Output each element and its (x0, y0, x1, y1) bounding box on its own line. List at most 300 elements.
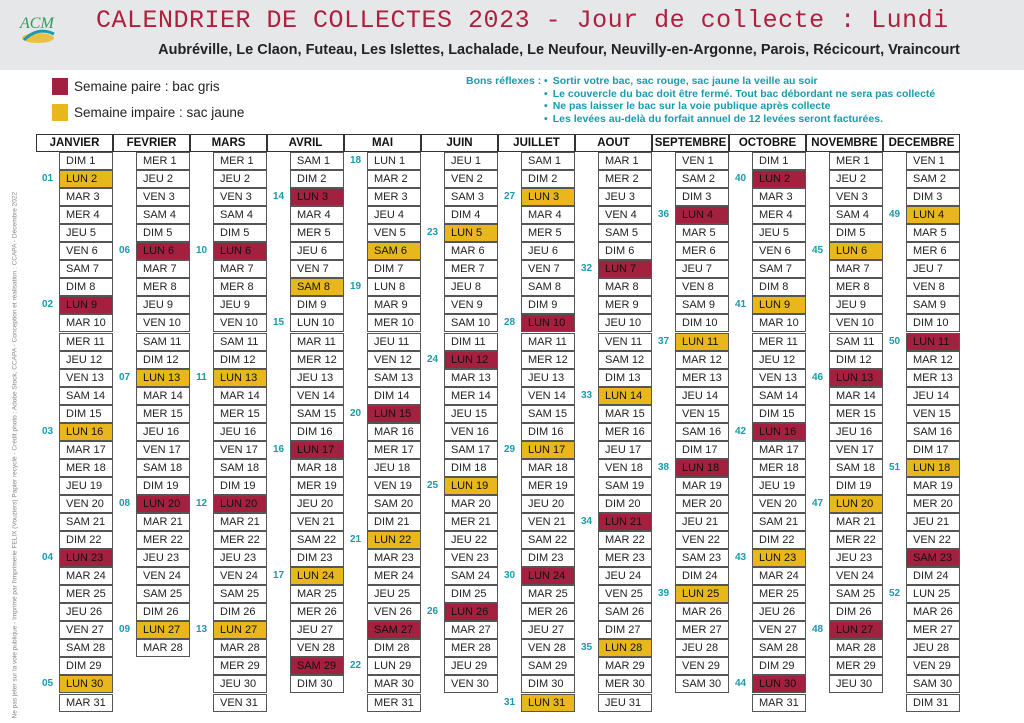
day-cell: DIM 27 (598, 621, 652, 639)
week-number: 11 (196, 371, 207, 383)
day-cell: DIM 16 (521, 423, 575, 441)
day-cell: MAR 25 (521, 585, 575, 603)
day-cell: MAR 19 (906, 477, 960, 495)
day-cell: JEU 7 (906, 260, 960, 278)
day-cell: VEN 6 (752, 242, 806, 260)
day-cell: VEN 15 (906, 405, 960, 423)
day-cell: JEU 2 (829, 170, 883, 188)
day-cell: MER 18 (752, 459, 806, 477)
day-cell: SAM 5 (598, 224, 652, 242)
week-number: 01 (41, 173, 54, 185)
day-cell: MER 6 (675, 242, 729, 260)
day-cell: LUN 5 (444, 224, 498, 242)
week-number: 10 (195, 245, 208, 257)
day-cell: VEN 6 (59, 242, 113, 260)
day-cell: SAM 4 (213, 206, 267, 224)
day-cell: JEU 16 (136, 423, 190, 441)
month-header: JANVIER (36, 134, 113, 152)
day-cell: SAM 8 (290, 278, 344, 296)
day-cell: MAR 10 (752, 314, 806, 332)
day-cell: JEU 28 (906, 639, 960, 657)
day-cell: MAR 16 (367, 423, 421, 441)
day-cell: VEN 8 (906, 278, 960, 296)
day-cell: DIM 24 (906, 567, 960, 585)
day-cell: MER 26 (521, 603, 575, 621)
day-cell: DIM 13 (598, 369, 652, 387)
day-cell: MER 16 (598, 423, 652, 441)
day-cell: VEN 10 (136, 314, 190, 332)
week-number: 28 (503, 317, 516, 329)
month-header: MAI (344, 134, 421, 152)
day-cell: VEN 28 (290, 639, 344, 657)
day-cell: MER 27 (675, 621, 729, 639)
week-number: 25 (426, 479, 439, 491)
day-cell: SAM 25 (136, 585, 190, 603)
day-cell: LUN 20 (136, 495, 190, 513)
day-cell: JEU 29 (444, 657, 498, 675)
day-cell: MER 19 (290, 477, 344, 495)
day-cell: DIM 30 (521, 675, 575, 693)
day-cell: VEN 26 (367, 603, 421, 621)
week-number: 12 (195, 497, 208, 509)
month-header: SEPTEMBRE (652, 134, 729, 152)
day-cell: MAR 17 (752, 441, 806, 459)
day-cell: MER 15 (829, 405, 883, 423)
day-cell: DIM 18 (444, 459, 498, 477)
day-cell: MAR 5 (675, 224, 729, 242)
week-number: 24 (426, 353, 439, 365)
day-cell: DIM 15 (752, 405, 806, 423)
day-cell: LUN 11 (906, 333, 960, 351)
day-cell: VEN 20 (59, 495, 113, 513)
week-number: 13 (195, 624, 208, 636)
day-cell: MAR 21 (136, 513, 190, 531)
week-number: 03 (41, 425, 54, 437)
day-cell: LUN 23 (59, 549, 113, 567)
day-cell: DIM 7 (367, 260, 421, 278)
day-cell: MAR 23 (367, 549, 421, 567)
day-cell: JEU 17 (598, 441, 652, 459)
day-cell: DIM 9 (521, 296, 575, 314)
day-cell: MER 28 (444, 639, 498, 657)
week-number: 46 (811, 371, 824, 383)
day-cell: LUN 27 (136, 621, 190, 639)
day-cell: LUN 17 (290, 441, 344, 459)
day-cell: MER 4 (752, 206, 806, 224)
day-cell: JEU 30 (829, 675, 883, 693)
day-cell: VEN 28 (521, 639, 575, 657)
day-cell: DIM 11 (444, 333, 498, 351)
month-header: FEVRIER (113, 134, 190, 152)
day-cell: SAM 11 (829, 333, 883, 351)
day-cell: VEN 29 (906, 657, 960, 675)
day-cell: MER 22 (136, 531, 190, 549)
week-number: 29 (503, 443, 516, 455)
week-number: 27 (503, 191, 516, 203)
day-cell: JEU 21 (675, 513, 729, 531)
day-cell: JEU 23 (829, 549, 883, 567)
week-number: 42 (734, 425, 747, 437)
day-cell: MAR 28 (136, 639, 190, 657)
day-cell: MAR 14 (136, 387, 190, 405)
day-cell: MAR 6 (444, 242, 498, 260)
day-cell: VEN 27 (752, 621, 806, 639)
day-cell: MAR 7 (829, 260, 883, 278)
month-header: AVRIL (267, 134, 344, 152)
day-cell: LUN 15 (367, 405, 421, 423)
day-cell: SAM 26 (598, 603, 652, 621)
day-cell: SAM 1 (521, 152, 575, 170)
day-cell: SAM 7 (59, 260, 113, 278)
day-cell: SAM 11 (213, 333, 267, 351)
week-number: 22 (349, 660, 362, 672)
day-cell: DIM 16 (290, 423, 344, 441)
day-cell: MAR 18 (521, 459, 575, 477)
week-number: 44 (734, 678, 747, 690)
day-cell: LUN 26 (444, 603, 498, 621)
week-number: 07 (118, 371, 131, 383)
day-cell: MAR 7 (213, 260, 267, 278)
week-number: 45 (811, 245, 824, 257)
day-cell: SAM 2 (675, 170, 729, 188)
day-cell: SAM 17 (444, 441, 498, 459)
day-cell: JEU 28 (675, 639, 729, 657)
day-cell: JEU 10 (598, 314, 652, 332)
day-cell: DIM 5 (136, 224, 190, 242)
reflex-item: • Le couvercle du bac doit être fermé. Tout bac débordant ne sera pas collecté (544, 88, 935, 101)
day-cell: MAR 29 (598, 657, 652, 675)
week-number: 52 (888, 588, 901, 600)
month-header: MARS (190, 134, 267, 152)
day-cell: MAR 13 (444, 369, 498, 387)
day-cell: SAM 28 (59, 639, 113, 657)
day-cell: MAR 25 (290, 585, 344, 603)
day-cell: DIM 22 (752, 531, 806, 549)
day-cell: MAR 21 (213, 513, 267, 531)
day-cell: JEU 12 (752, 351, 806, 369)
day-cell: LUN 31 (521, 694, 575, 712)
day-cell: JEU 27 (290, 621, 344, 639)
day-cell: LUN 9 (752, 296, 806, 314)
day-cell: SAM 3 (444, 188, 498, 206)
week-number: 23 (426, 227, 439, 239)
day-cell: MAR 10 (59, 314, 113, 332)
day-cell: DIM 23 (521, 549, 575, 567)
day-cell: JEU 21 (906, 513, 960, 531)
day-cell: MAR 28 (213, 639, 267, 657)
reflexes-list (544, 75, 935, 125)
day-cell: MER 15 (136, 405, 190, 423)
day-cell: SAM 7 (752, 260, 806, 278)
week-number: 19 (349, 281, 362, 293)
day-cell: VEN 23 (444, 549, 498, 567)
day-cell: MER 18 (59, 459, 113, 477)
week-number: 34 (580, 516, 593, 527)
day-cell: MAR 21 (829, 513, 883, 531)
day-cell: VEN 24 (829, 567, 883, 585)
day-cell: MER 22 (829, 531, 883, 549)
week-number: 16 (272, 443, 285, 455)
day-cell: DIM 30 (290, 675, 344, 693)
day-cell: LUN 25 (906, 585, 960, 603)
day-cell: DIM 26 (213, 603, 267, 621)
day-cell: VEN 21 (521, 513, 575, 531)
day-cell: MER 9 (598, 296, 652, 314)
reflex-item: • Sortir votre bac, sac rouge, sac jaune la veille au soir (544, 75, 935, 88)
day-cell: MAR 4 (290, 206, 344, 224)
day-cell: DIM 24 (675, 567, 729, 585)
day-cell: DIM 1 (59, 152, 113, 170)
day-cell: JEU 23 (213, 549, 267, 567)
day-cell: LUN 21 (598, 513, 652, 531)
day-cell: SAM 21 (59, 513, 113, 531)
day-cell: VEN 12 (367, 351, 421, 369)
week-number: 09 (118, 624, 131, 636)
day-cell: JEU 25 (367, 585, 421, 603)
yellow-swatch (52, 104, 68, 121)
day-cell: LUN 1 (367, 152, 421, 170)
day-cell: JEU 3 (598, 188, 652, 206)
day-cell: VEN 17 (136, 441, 190, 459)
month-header: JUIN (421, 134, 498, 152)
day-cell: MER 1 (136, 152, 190, 170)
day-cell: SAM 24 (444, 567, 498, 585)
day-cell: VEN 20 (752, 495, 806, 513)
day-cell: JEU 31 (598, 694, 652, 712)
day-cell: LUN 3 (290, 188, 344, 206)
day-cell: SAM 14 (752, 387, 806, 405)
day-cell: MER 25 (752, 585, 806, 603)
day-cell: DIM 2 (521, 170, 575, 188)
day-cell: SAM 1 (290, 152, 344, 170)
day-cell: JEU 24 (598, 567, 652, 585)
day-cell: MER 21 (444, 513, 498, 531)
day-cell: LUN 13 (213, 369, 267, 387)
week-number: 02 (41, 299, 54, 311)
month-header: DECEMBRE (883, 134, 960, 152)
day-cell: DIM 29 (59, 657, 113, 675)
day-cell: SAM 25 (213, 585, 267, 603)
day-cell: JEU 23 (136, 549, 190, 567)
day-cell: LUN 2 (752, 170, 806, 188)
day-cell: DIM 5 (213, 224, 267, 242)
day-cell: VEN 24 (136, 567, 190, 585)
day-cell: SAM 18 (136, 459, 190, 477)
day-cell: LUN 28 (598, 639, 652, 657)
day-cell: LUN 6 (213, 242, 267, 260)
day-cell: LUN 16 (59, 423, 113, 441)
day-cell: LUN 6 (136, 242, 190, 260)
day-cell: SAM 18 (213, 459, 267, 477)
day-cell: JEU 4 (367, 206, 421, 224)
day-cell: DIM 19 (829, 477, 883, 495)
day-cell: MER 8 (213, 278, 267, 296)
day-cell: SAM 20 (367, 495, 421, 513)
day-cell: MER 29 (829, 657, 883, 675)
day-cell: MER 15 (213, 405, 267, 423)
day-cell: DIM 15 (59, 405, 113, 423)
day-cell: SAM 16 (906, 423, 960, 441)
day-cell: MER 5 (290, 224, 344, 242)
day-cell: VEN 3 (829, 188, 883, 206)
day-cell: DIM 3 (906, 188, 960, 206)
day-cell: MAR 24 (752, 567, 806, 585)
day-cell: MAR 27 (444, 621, 498, 639)
day-cell: VEN 13 (752, 369, 806, 387)
day-cell: LUN 17 (521, 441, 575, 459)
day-cell: DIM 31 (906, 694, 960, 712)
day-cell: MER 19 (521, 477, 575, 495)
day-cell: MER 8 (136, 278, 190, 296)
day-cell: MER 3 (367, 188, 421, 206)
day-cell: VEN 7 (521, 260, 575, 278)
day-cell: MER 24 (367, 567, 421, 585)
week-number: 33 (580, 389, 593, 401)
day-cell: MER 12 (290, 351, 344, 369)
day-cell: MAR 9 (367, 296, 421, 314)
week-number: 32 (580, 263, 593, 275)
day-cell: VEN 22 (675, 531, 729, 549)
day-cell: MAR 26 (906, 603, 960, 621)
day-cell: VEN 18 (598, 459, 652, 477)
day-cell: SAM 4 (829, 206, 883, 224)
week-number: 26 (426, 606, 439, 618)
day-cell: MER 26 (290, 603, 344, 621)
day-cell: VEN 14 (290, 387, 344, 405)
day-cell: VEN 14 (521, 387, 575, 405)
day-cell: LUN 8 (367, 278, 421, 296)
calendar-grid (36, 134, 960, 716)
day-cell: DIM 8 (752, 278, 806, 296)
day-cell: MAR 31 (59, 694, 113, 712)
day-cell: MER 17 (367, 441, 421, 459)
grey-swatch (52, 78, 68, 95)
day-cell: DIM 10 (906, 314, 960, 332)
day-cell: JEU 7 (675, 260, 729, 278)
day-cell: JEU 9 (136, 296, 190, 314)
legend-impaire (52, 103, 244, 121)
day-cell: VEN 29 (675, 657, 729, 675)
day-cell: SAM 23 (675, 549, 729, 567)
day-cell: LUN 4 (906, 206, 960, 224)
day-cell: DIM 19 (213, 477, 267, 495)
day-cell: DIM 25 (444, 585, 498, 603)
day-cell: JEU 22 (444, 531, 498, 549)
day-cell: VEN 21 (290, 513, 344, 531)
day-cell: LUN 27 (829, 621, 883, 639)
day-cell: MAR 11 (290, 333, 344, 351)
day-cell: SAM 29 (290, 657, 344, 675)
day-cell: LUN 19 (444, 477, 498, 495)
day-cell: SAM 28 (752, 639, 806, 657)
side-credits: Ne pas jeter sur la voie publique - Imprimé par l'imprimerie FELIX (Vouziers) Papier recyclé - Crédit photo : Adobe Stock, CCAPA - Conception et réalisation : CCAPA - Décembre 2022 (11, 191, 19, 719)
day-cell: VEN 22 (906, 531, 960, 549)
day-cell: MAR 12 (675, 351, 729, 369)
day-cell: VEN 11 (598, 333, 652, 351)
day-cell: MAR 14 (829, 387, 883, 405)
day-cell: SAM 6 (367, 242, 421, 260)
day-cell: VEN 30 (444, 675, 498, 693)
day-cell: JEU 19 (752, 477, 806, 495)
day-cell: LUN 9 (59, 296, 113, 314)
day-cell: DIM 12 (136, 351, 190, 369)
day-cell: DIM 12 (213, 351, 267, 369)
day-cell: MAR 7 (136, 260, 190, 278)
day-cell: MER 8 (829, 278, 883, 296)
day-cell: VEN 5 (367, 224, 421, 242)
day-cell: MAR 11 (521, 333, 575, 351)
day-cell: SAM 21 (752, 513, 806, 531)
day-cell: VEN 25 (598, 585, 652, 603)
day-cell: SAM 15 (521, 405, 575, 423)
day-cell: LUN 20 (213, 495, 267, 513)
day-cell: MER 4 (59, 206, 113, 224)
week-number: 06 (118, 245, 131, 257)
day-cell: LUN 6 (829, 242, 883, 260)
day-cell: VEN 10 (213, 314, 267, 332)
week-number: 51 (888, 461, 901, 473)
day-cell: VEN 24 (213, 567, 267, 585)
logo-text: ACM (20, 15, 54, 32)
day-cell: SAM 16 (675, 423, 729, 441)
day-cell: LUN 27 (213, 621, 267, 639)
day-cell: DIM 8 (59, 278, 113, 296)
week-number: 37 (657, 335, 670, 347)
day-cell: SAM 29 (521, 657, 575, 675)
day-cell: DIM 17 (675, 441, 729, 459)
day-cell: LUN 20 (829, 495, 883, 513)
month-header: JUILLET (498, 134, 575, 152)
day-cell: MAR 18 (290, 459, 344, 477)
week-number: 40 (734, 173, 747, 185)
day-cell: MER 20 (675, 495, 729, 513)
day-cell: DIM 12 (829, 351, 883, 369)
day-cell: MAR 14 (213, 387, 267, 405)
communes-subtitle: Aubréville, Le Claon, Futeau, Les Islettes, Lachalade, Le Neufour, Neuvilly-en-Argonne, Parois, Récicourt, Vraincourt (158, 42, 960, 58)
day-cell: MER 11 (59, 333, 113, 351)
day-cell: JEU 13 (290, 369, 344, 387)
day-cell: LUN 18 (675, 459, 729, 477)
day-cell: DIM 3 (675, 188, 729, 206)
day-cell: SAM 11 (136, 333, 190, 351)
day-cell: JEU 6 (521, 242, 575, 260)
day-cell: SAM 9 (675, 296, 729, 314)
day-cell: DIM 10 (675, 314, 729, 332)
day-cell: DIM 29 (752, 657, 806, 675)
day-cell: JEU 5 (59, 224, 113, 242)
day-cell: MER 27 (906, 621, 960, 639)
day-cell: JEU 19 (59, 477, 113, 495)
week-number: 08 (118, 497, 131, 509)
week-number: 50 (888, 335, 901, 347)
day-cell: JEU 14 (906, 387, 960, 405)
day-cell: MAR 1 (598, 152, 652, 170)
day-cell: MAR 31 (752, 694, 806, 712)
day-cell: LUN 2 (59, 170, 113, 188)
day-cell: VEN 3 (136, 188, 190, 206)
day-cell: DIM 6 (598, 242, 652, 260)
day-cell: JEU 9 (213, 296, 267, 314)
day-cell: LUN 4 (675, 206, 729, 224)
day-cell: LUN 25 (675, 585, 729, 603)
day-cell: DIM 22 (59, 531, 113, 549)
day-cell: JEU 14 (675, 387, 729, 405)
day-cell: MAR 15 (598, 405, 652, 423)
day-cell: LUN 24 (290, 567, 344, 585)
reflexes-title: Bons réflexes : (466, 75, 542, 87)
day-cell: MER 14 (444, 387, 498, 405)
reflex-item: • Ne pas laisser le bac sur la voie publique après collecte (544, 100, 935, 113)
